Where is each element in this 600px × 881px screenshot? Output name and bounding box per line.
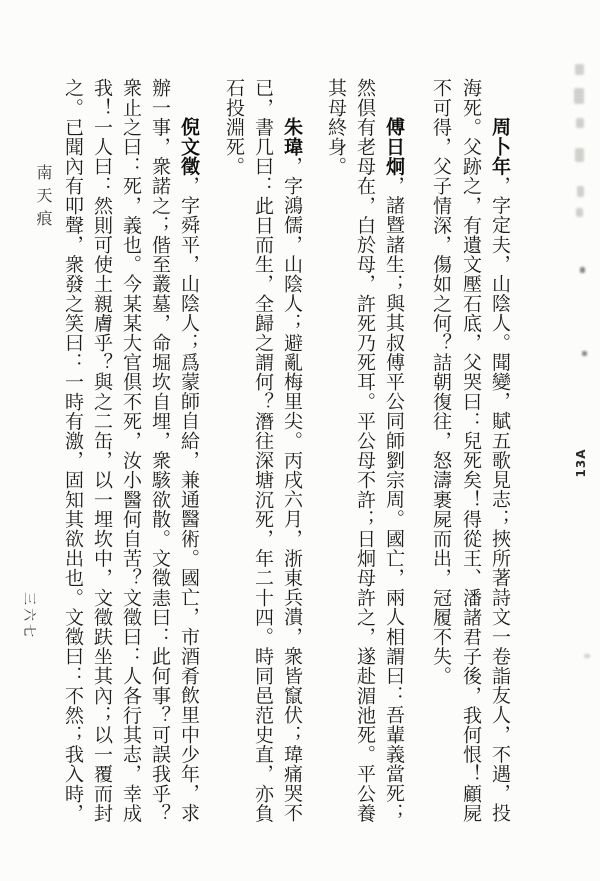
text-column: 其母終身。 — [325, 78, 347, 176]
text-column — [485, 78, 515, 878]
text-column: 衆止之曰：死，義也。今某某大官倶不死，汝小醫何自苦？文徵曰：人各行其志，幸成 — [120, 78, 142, 823]
column-text: ，諸暨諸生；與其叔傅平公同師劉宗周。國亡，兩人相謂曰：吾輩義當死； — [383, 175, 405, 823]
text-column — [174, 78, 204, 878]
page-number: 三六七 — [21, 591, 36, 640]
column-text: ，字鴻儒，山陰人；避亂梅里尖。丙戌六月，浙東兵潰，衆皆竄伏；瑋痛哭不 — [281, 156, 303, 823]
text-column: 海死。父跡之，有遺文壓石底，父哭曰：兒死矣！得從王、潘諸君子後，我何恨！顧屍 — [460, 78, 482, 823]
text-column: 然倶有老母在，白於母，許死乃死耳。平公母不許；日炯母許之，遂赴湄池死。平公養 — [354, 78, 376, 823]
bleedthrough-mark — [576, 118, 584, 128]
text-column — [379, 78, 409, 878]
bleedthrough-mark — [575, 148, 584, 162]
text-column: 石投淵死。 — [223, 78, 245, 176]
text-column: 我！一人曰：然則可使土親膚乎？與之二缶，以一埋坎中，文徵趺坐其內；以一覆而封 — [91, 78, 113, 823]
column-text: ，字舜平，山陰人；爲蒙師自給，兼通醫術。國亡，市酒肴飲里中少年，求 — [178, 175, 200, 823]
bleedthrough-mark — [575, 64, 584, 75]
text-column: 不可得，父子情深，傷如之何？詰朝復往，怒濤裹屍而出，冠履不失。 — [430, 78, 452, 686]
bleedthrough-mark — [584, 654, 590, 658]
entry-name: 周卜年 — [489, 117, 511, 176]
entry-name: 倪文徵 — [178, 117, 200, 176]
bleedthrough-mark — [577, 186, 584, 197]
entry-name: 傅日炯 — [383, 117, 405, 176]
bleedthrough-mark — [574, 88, 584, 104]
bleedthrough-mark — [580, 267, 585, 273]
bleedthrough-mark — [582, 351, 587, 356]
entry-name: 朱瑋 — [281, 117, 303, 157]
text-column: 已，書几曰：此日而生，全歸之謂何？潛往深塘沉死，年二十四。時同邑范史直，亦負 — [252, 78, 274, 823]
scan-marker-13a: 13A — [574, 448, 588, 478]
text-column: 之。已聞內有叩聲，衆發之笑曰：一時有激，固知其欲出也。文徵曰：不然；我入時， — [62, 78, 84, 823]
text-column: 辦一事，衆諾之；偕至叢墓，命堀坎自埋，衆駭欲散。文徵恚曰：此何事？可誤我乎？ — [149, 78, 171, 823]
text-column — [277, 78, 307, 878]
bleedthrough-mark — [576, 208, 583, 217]
column-text: ，字定夫，山陰人。聞變，賦五歌見志；挾所著詩文一卷詣友人，不遇，投 — [489, 175, 511, 823]
margin-book-title: 南天痕 — [34, 164, 53, 233]
